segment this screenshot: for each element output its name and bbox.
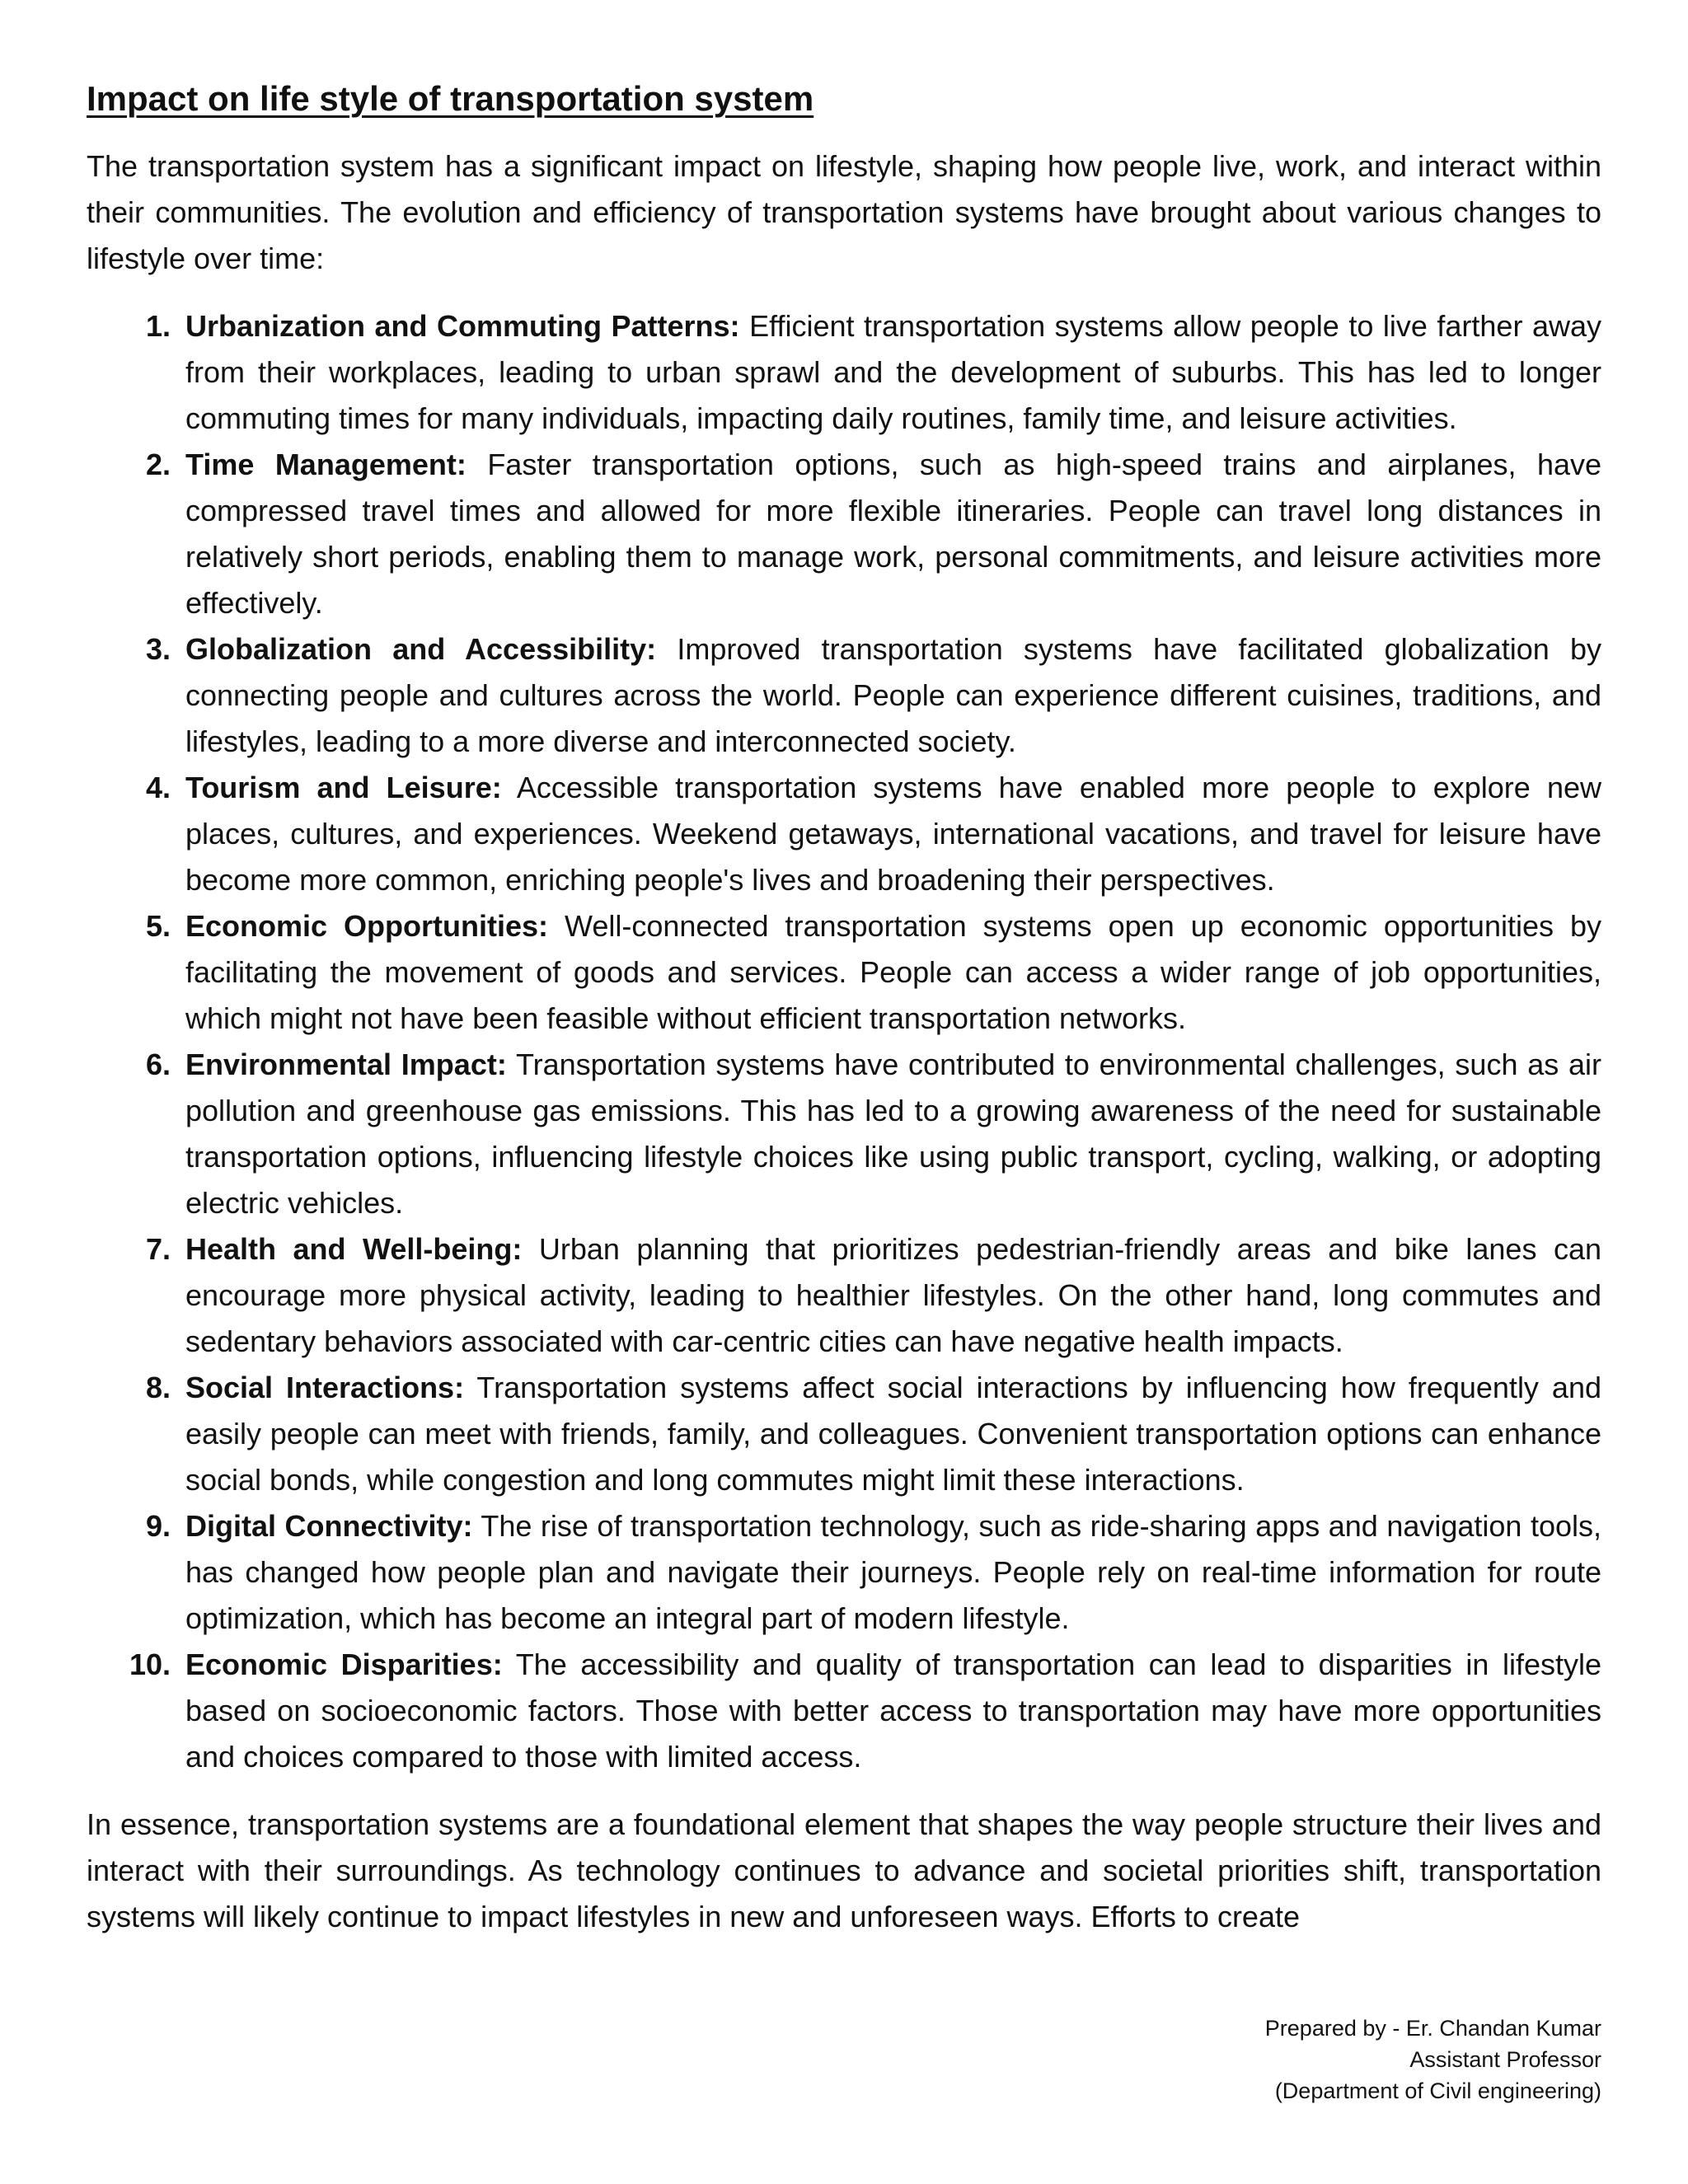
list-item <box>87 303 1601 442</box>
list-item-text: Faster transportation options, such as high-speed trains and airplanes, have compressed travel times and allowed for more flexible itineraries. People can travel long distances in relatively short periods, enabling them to manage work, personal commitments, and leisure activities more effectively. <box>185 448 1602 620</box>
conclusion-paragraph: In essence, transportation systems are a foundational element that shapes the way people structure their lives and interact with their surroundings. As technology continues to advance and societal priorities shift, transportation systems will likely continue to impact lifestyles in new and unforeseen ways. Efforts to create <box>87 1807 1601 1933</box>
list-item-body <box>185 1365 1601 1503</box>
list-item <box>87 626 1601 765</box>
list-item-text: The accessibility and quality of transportation can lead to disparities in lifestyle based on socioeconomic factors. Those with better access to transportation may have more opportunities and choices compared to those with limited access. <box>185 1647 1602 1774</box>
author-department: (Department of Civil engineering) <box>1274 2079 1601 2103</box>
list-item-text: Improved transportation systems have facilitated globalization by connecting people and cultures across the world. People can experience different cuisines, traditions, and lifestyles, leading to a more diverse and interconnected society. <box>185 632 1601 758</box>
prepared-by: Prepared by - Er. Chandan Kumar <box>1264 2016 1601 2041</box>
list-item-body <box>185 765 1601 903</box>
list-item <box>87 442 1601 626</box>
list-item <box>87 1503 1601 1642</box>
list-item-text: Urban planning that prioritizes pedestrian-friendly areas and bike lanes can encourage more physical activity, leading to healthier lifestyles. On the other hand, long commutes and sedentary behaviors associated with car-centric cities can have negative health impacts. <box>185 1232 1601 1358</box>
list-item-text: Accessible transportation systems have enabled more people to explore new places, cultures, and experiences. Weekend getaways, international vacations, and travel for leisure have become more common, enriching people's lives and broadening their perspectives. <box>185 771 1602 897</box>
intro-paragraph: The transportation system has a significant impact on lifestyle, shaping how people live, work, and interact within their communities. The evolution and efficiency of transportation systems have brought about various changes to lifestyle over time: <box>87 149 1601 275</box>
list-item-term: Urbanization and Commuting Patterns: <box>185 309 740 343</box>
list-item-term: Health and Well-being: <box>185 1232 523 1266</box>
list-item-term: Digital Connectivity: <box>185 1509 473 1543</box>
list-item-body <box>185 303 1601 442</box>
list-item-body <box>185 1042 1601 1226</box>
list-item-number: 10. <box>129 1647 171 1681</box>
list-item-number: 9. <box>145 1509 171 1543</box>
list-item <box>87 765 1601 903</box>
page-title: Impact on life style of transportation system <box>87 79 814 118</box>
list-item-body <box>185 903 1601 1042</box>
list-item-body <box>185 626 1601 765</box>
list-item-number: 7. <box>145 1232 171 1266</box>
list-item-number: 4. <box>145 771 171 804</box>
list-item-term: Globalization and Accessibility: <box>185 632 657 666</box>
list-item-number: 2. <box>145 448 171 481</box>
list-item-text: Transportation systems have contributed to environmental challenges, such as air pollution and greenhouse gas emissions. This has led to a growing awareness of the need for sustainable transportation options, influencing lifestyle choices like using public transport, cycling, walking, or adopting electric vehicles. <box>185 1047 1602 1220</box>
list-item-term: Environmental Impact: <box>185 1047 507 1081</box>
list-item-number: 3. <box>145 632 171 666</box>
list-item-text: Efficient transportation systems allow people to live farther away from their workplaces, leading to urban sprawl and the development of suburbs. This has led to longer commuting times for many individuals, impacting daily routines, family time, and leisure activities. <box>185 309 1601 435</box>
list-item-body <box>185 1642 1601 1780</box>
list-item-term: Tourism and Leisure: <box>185 771 502 804</box>
list-item-number: 5. <box>145 909 171 943</box>
list-item-number: 1. <box>145 309 171 343</box>
list-item-text: Transportation systems affect social interactions by influencing how frequently and easily people can meet with friends, family, and colleagues. Convenient transportation options can enhance social bonds, while congestion and long commutes might limit these interactions. <box>185 1371 1601 1497</box>
list-item <box>87 1642 1601 1780</box>
list-item <box>87 1365 1601 1503</box>
list-item-body <box>185 1226 1601 1365</box>
impact-list <box>87 303 1601 1780</box>
list-item <box>87 1042 1601 1226</box>
list-item-text: Well-connected transportation systems open up economic opportunities by facilitating the movement of goods and services. People can access a wider range of job opportunities, which might not have been feasible without efficient transportation networks. <box>185 909 1602 1035</box>
list-item <box>87 903 1601 1042</box>
list-item-term: Social Interactions: <box>185 1371 465 1404</box>
author-footer <box>1265 2013 1601 2107</box>
list-item-number: 8. <box>145 1371 171 1404</box>
list-item <box>87 1226 1601 1365</box>
list-item-body <box>185 1503 1601 1642</box>
document-page <box>87 73 1601 1940</box>
list-item-number: 6. <box>145 1047 171 1081</box>
author-designation: Assistant Professor <box>1409 2047 1601 2072</box>
list-item-term: Economic Disparities: <box>185 1647 503 1681</box>
list-item-text: The rise of transportation technology, such as ride-sharing apps and navigation tools, has changed how people plan and navigate their journeys. People rely on real-time information for route optimization, which has become an integral part of modern lifestyle. <box>185 1509 1601 1635</box>
list-item-term: Economic Opportunities: <box>185 909 549 943</box>
list-item-term: Time Management: <box>185 448 467 481</box>
list-item-body <box>185 442 1601 626</box>
